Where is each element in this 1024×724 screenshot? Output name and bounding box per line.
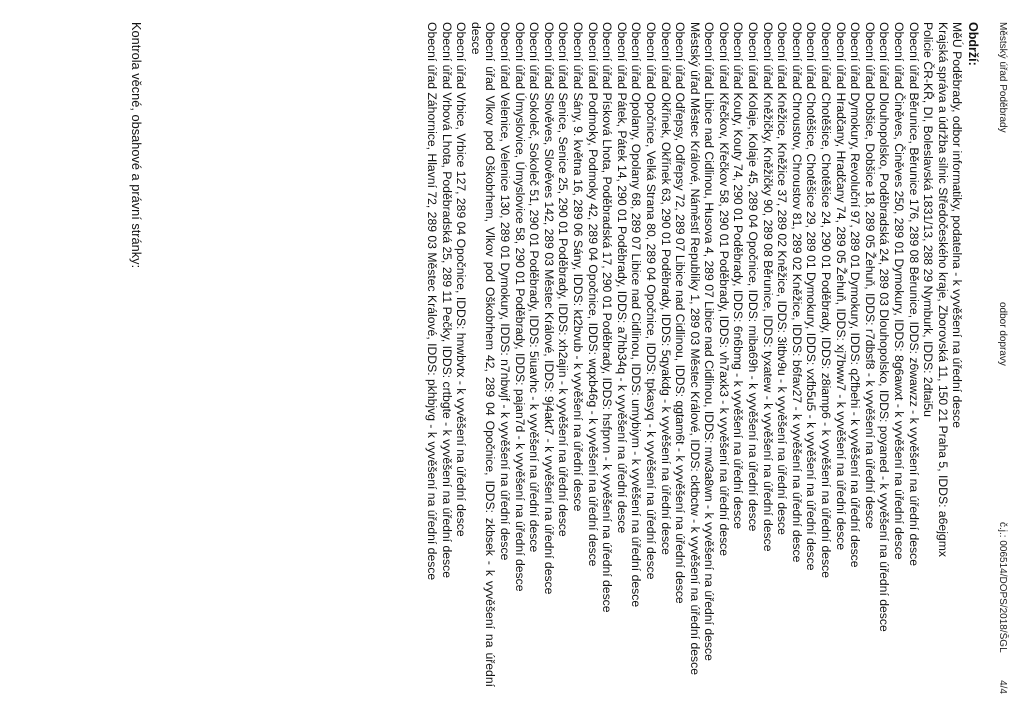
recipient-line: Policie ČR-KŘ, DI, Boleslavská 1831/13, 288 29 Nymburk, IDDS: 2dtai5u — [921, 22, 936, 417]
recipient-line: Obecní úřad Kolaje, Kolaje 45, 289 04 Opočnice, IDDS: miba69h - k vyvěšení na úřední desce — [746, 22, 761, 532]
recipient-line: Obecní úřad Chotěšice, Chotěšice 24, 290 01 Poděbrady, IDDS: z8iamp6 - k vyvěšení na úřední desce — [819, 22, 834, 578]
recipient-line: Obecní úřad Kněžičky, Kněžičky 90, 289 08 Běrunice, IDDS: tyxatew - k vyvěšení na úřední desce — [760, 22, 775, 552]
header-reference: č.j.: 006514/DOPS/2018/ŠGL — [997, 522, 1008, 653]
recipient-line: Obecní úřad Hradčany, Hradčany 74, 289 05 Žehuň, IDDS: xj7bww7 - k vyvěšení na úřední desce — [833, 22, 848, 551]
recipient-line: Obecní úřad Záhornice, Hlavní 72, 289 03 Městec Králové, IDDS: pkhbjvg - k vyvěšení na úřední desce — [425, 22, 440, 581]
header-department: odbor dopravy — [997, 302, 1008, 366]
recipient-line: Obecní úřad Sány, 9. května 16, 289 06 Sány, IDDS: kt2bvub - k vyvěšení na úřední desce — [570, 22, 585, 512]
header-office: Městský úřad Poděbrady — [997, 22, 1008, 133]
recipient-line: MěÚ Poděbrady, odbor informatiky, podatelna - k vyvěšení na úřední desce — [950, 22, 965, 429]
header-page-number: 4/4 — [997, 680, 1008, 694]
recipient-line: Obecní úřad Okřínek, Okřínek 63, 290 01 Poděbrady, IDDS: 5qyakdg - k vyvěšení na úřední desce — [658, 22, 673, 555]
recipient-line: Obecní úřad Opočnice, Velká Strana 80, 289 04 Opočnice, IDDS: tpkasyq - k vyvěšení na úřední desce — [643, 22, 658, 580]
recipient-line: Obecní úřad Chroustov, Chroustov 81, 289 02 Kněžice, IDDS: b6fav27 - k vyvěšení na úřední desce — [789, 22, 804, 563]
recipient-line: Obecní úřad Libice nad Cidlinou, Husova 4, 289 07 Libice nad Cidlinou, IDDS: mw3a8wn - k vyvěšení na úřední desce — [702, 22, 717, 661]
recipient-line: Krajská správa a údržba silnic Středočeského kraje, Zborovská 11, 150 21 Praha 5, IDDS: a6ejgmx — [935, 22, 950, 557]
recipient-line: Obecní úřad Chotěšice, Chotěšice 29, 289 01 Dymokury, IDDS: vxfb5u5 - k vyvěšení na úřední desce — [804, 22, 819, 571]
recipient-line: Obecní úřad Úmyslovice, Úmyslovice 58, 290 01 Poděbrady, IDDS: pajan7d - k vyvěšení na úřední desce — [512, 22, 527, 592]
recipient-line: Obecní úřad Činěves, Činěves 250, 289 01 Dymokury, IDDS: 8g6awxt - k vyvěšení na úřední desce — [892, 22, 907, 560]
recipient-line: Obecní úřad Pátek, Pátek 14, 290 01 Poděbrady, IDDS: a7hb34q - k vyvěšení na úřední desce — [614, 22, 629, 534]
recipients-block — [424, 22, 980, 687]
recipient-line: Obecní úřad Slověves, Slověves 142, 289 03 Městec Králové, IDDS: 9j4akt7 - k vyvěšení na úřední desce — [541, 22, 556, 595]
recipient-line: Městský úřad Městec Králové, Náměstí Republiky 1, 289 03 Městec Králové, IDDS: cktbctw - k vyvěšení na úřední desce — [687, 22, 702, 675]
page-header — [990, 22, 1008, 694]
recipient-line: Obecní úřad Dymokury, Revoluční 97, 289 01 Dymokury, IDDS: q2fbehi - k vyvěšení na úřední desce — [848, 22, 863, 568]
recipient-line: Obecní úřad Odřepsy, Odřepsy 72, 289 07 Libice nad Cidlinou, IDDS: qgtam6t - k vyvěšení na úřední desce — [673, 22, 688, 604]
recipient-line: Obecní úřad Podmoky, Podmoky 42, 289 04 Opočnice, IDDS: wqxb46g - k vyvěšení na úřední desce — [585, 22, 600, 567]
recipient-line: Obecní úřad Velenice, Velenice 130, 289 01 Dymokury, IDDS: n7nbwjf - k vyvěšení na úřední desce — [498, 22, 512, 561]
recipient-line: Obecní úřad Kouty, Kouty 74, 290 01 Poděbrady, IDDS: 6n6bmg - k vyvěšení na úřední desce — [731, 22, 746, 529]
recipient-line: Obecní úřad Opolany, Opolany 68, 289 07 Libice nad Cidlinou, IDDS: umybiym - k vyvěšení na úřední desce — [629, 22, 644, 608]
recipient-line: Obecní úřad Senice, Senice 25, 290 01 Poděbrady, IDDS: xh2ajin - k vyvěšení na úřední desce — [556, 22, 571, 537]
footer-note: Kontrola věcné, obsahové a právní stránky: — [129, 22, 144, 269]
recipient-line: Obecní úřad Vrbice, Vrbice 127, 289 04 Opočnice, IDDS: hnwbvtx - k vyvěšení na úřední desce — [454, 22, 469, 537]
recipient-line: Obecní úřad Vrbová Lhota, Poděbradská 25, 289 11 Pečky, IDDS: crtbgte - k vyvěšení na úřední desce — [439, 22, 454, 578]
recipient-line: Obecní úřad Vlkov pod Oškobrhem, Vlkov pod Oškobrhem 42, 289 04 Opočnice, IDDS: zkbsek - k vyvěšení na úřední desce — [468, 22, 498, 687]
recipient-line: Obecní úřad Dlouhopolsko, Poděbradská 24, 289 03 Dlouhopolsko, IDDS: poyaned - k vyvěšení na úřední desce — [877, 22, 892, 632]
recipient-line: Obecní úřad Kněžice, Kněžice 37, 289 02 Kněžice, IDDS: 3itbv9u - k vyvěšení na úřední desce — [775, 22, 790, 535]
recipient-line: Obecní úřad Křečkov, Křečkov 58, 290 01 Poděbrady, IDDS: vh7axk3 - k vyvěšení na úřední desce — [716, 22, 731, 557]
recipient-line: Obecní úřad Písková Lhota, Poděbradská 17, 290 01 Poděbrady, IDDS: hsfprvn - k vyvěšení na úřední desce — [600, 22, 615, 613]
recipient-line: Obecní úřad Sokoleč, Sokoleč 51, 290 01 Poděbrady, IDDS: 5iuavhc - k vyvěšení na úřední desce — [527, 22, 542, 553]
recipient-line: Obecní úřad Běrunice, Běrunice 176, 289 08 Běrunice, IDDS: z6wawzz - k vyvěšení na úřední desce — [906, 22, 921, 566]
recipient-line: Obecní úřad Dobšice, Dobšice 18, 289 05 Žehuň, IDDS: r7dbsf8 - k vyvěšení na úřední desce — [862, 22, 877, 529]
recipient-list — [424, 22, 964, 687]
section-title: Obdrží: — [966, 22, 980, 66]
